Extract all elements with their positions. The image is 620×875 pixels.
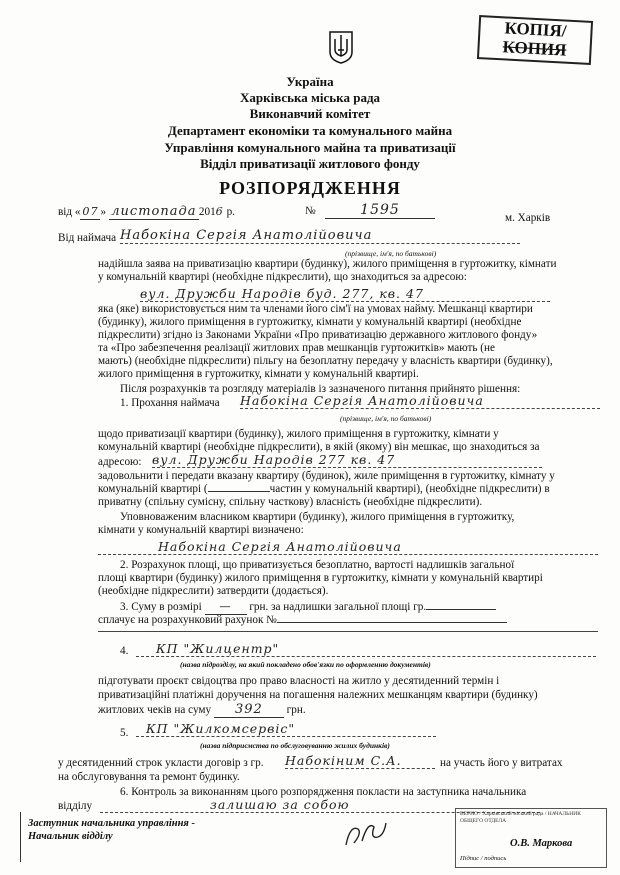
item4-line2: приватизаційні платіжні доручення на погашення належних мешканцям квартири (будинку) — [98, 689, 538, 701]
item1-address: вул. Дружби Народів 277 кв. 47 — [152, 452, 542, 468]
item3-account-label: сплачує на розрахунковий рахунок № — [98, 614, 277, 626]
date-prefix: від « — [58, 206, 81, 218]
date-day: 07 — [82, 205, 99, 218]
item1-line8: кімнати у комунальній квартирі визначено: — [98, 524, 304, 536]
copy-stamp — [477, 15, 593, 65]
item1-name: Набокіна Сергія Анатолійовича — [240, 393, 600, 409]
item1-line5b: частин у комунальній квартирі), (необхідне підкреслити) в — [269, 483, 550, 495]
body-p1-line3: яка (яке) використовується ним та членами його сім'ї на умовах найму. Мешканці квартири — [98, 303, 533, 315]
item5-name: Набокіним С.А. — [285, 753, 435, 769]
item4-sum-label: житлових чеків на суму — [98, 704, 212, 716]
item1-line7: Уповноваженим власником квартири (будинку), жилого приміщення в гуртожитку, — [120, 511, 515, 523]
body-p1-line6: та «Про забезпечення реалізації житлових прав мешканців гуртожитків» мають (не — [98, 342, 495, 354]
item1-line2: комунальній квартирі (необхідне підкреслити), в якій (якому) він мешкає, що знаходиться за — [98, 441, 540, 453]
header-country: Україна — [286, 74, 334, 89]
item5-caption: (назва підприємства по обслуговуванню жилих будинків) — [200, 741, 390, 750]
seal-text: ВЕРНО / Харківський міський рада / НАЧАЛЬНИК ОБЩЕГО ОТДЕЛА — [460, 811, 581, 824]
seal-podpis: Підпис / подпись — [460, 855, 507, 862]
item4-org: КП "Жилцентр" — [136, 641, 596, 657]
item3-label: 3. Суму в розмірі — [120, 601, 202, 613]
item5-label: 5. — [120, 727, 129, 739]
item3-sum: — — [205, 600, 247, 615]
applicant-name: Набокіна Сергія Анатолійовича — [120, 228, 520, 244]
body-p1-line7: мають) (необхідне підкреслити) пільгу на безоплатну передачу у власність квартири (будинку), — [98, 355, 553, 367]
item5-org: КП "Жилкомсервіс" — [136, 721, 436, 737]
date-r: р. — [226, 206, 235, 218]
item2-line1: 2. Розрахунок площі, що приватизується безоплатно, вартості надлишків загальної — [120, 559, 515, 571]
copy-stamp-line2: КОПИЯ — [502, 37, 567, 60]
body-p1-line8: жилого приміщення в гуртожитку, кімнати у комунальній квартирі. — [98, 368, 419, 380]
item4-line1: підготувати проєкт свідоцтва про право власності на житло у десятиденний термін і — [98, 675, 500, 687]
order-number-label: № — [305, 205, 316, 217]
body-p1-line5: підкреслити) згідно із Законами України «Про приватизацію державного житлового фонду» — [98, 329, 538, 341]
item1-line6: приватну (спільну сумісну, спільну часткову) власність (необхідне підкреслити). — [98, 496, 483, 508]
order-number: 1595 — [325, 202, 435, 219]
item2-line3: (необхідне підкреслити) затвердити (додається). — [98, 585, 329, 597]
item3-blank-line — [98, 631, 598, 632]
item1-address-label: адресою: — [98, 456, 142, 468]
body-p1-line2: у комунальній квартирі (необхідне підкреслити), що знаходиться за адресою: — [98, 271, 467, 283]
copy-stamp-line1: КОПІЯ/ — [504, 18, 567, 41]
address: вул. Дружби Народів буд. 277, кв. 47 — [140, 286, 550, 302]
applicant-label: Від наймача — [58, 232, 117, 244]
body-p1-line1: надійшла заява на приватизацію квартири (будинку), жилого приміщення в гуртожитку, кімнати — [98, 258, 557, 270]
body-p1-line4: (будинку), жилого приміщення в гуртожитку, кімнати у комунальній квартирі (необхідне — [98, 316, 522, 328]
item6-hand: залишаю за собою — [100, 797, 540, 813]
item3-line2 — [98, 614, 598, 628]
item1-caption: (прізвище, ім'я, по батькові) — [340, 414, 432, 423]
order-city: м. Харків — [505, 212, 551, 224]
applicant-caption: (прізвище, ім'я, по батькові) — [345, 249, 437, 258]
item6-line2: відділу — [58, 800, 93, 812]
item4-line3 — [98, 703, 398, 718]
item1-label: 1. Прохання наймача — [120, 397, 220, 409]
item6-line1: 6. Контроль за виконанням цього розпорядження покласти на заступника начальника — [120, 786, 527, 798]
body-p2-line1: Після розрахунків та розгляду матеріалів із зазначеного питання прийнято рішення: — [120, 383, 521, 395]
sign-title-line2: Начальник відділу — [28, 831, 113, 842]
item1-line1: щодо приватизації квартири (будинку), жилого приміщення в гуртожитку, кімнати у — [98, 428, 499, 440]
item2-line2: площі квартири (будинку) жилого приміщення в гуртожитку, кімнати у комунальній квартирі — [98, 572, 543, 584]
header-city-council: Харківська міська рада — [239, 90, 381, 105]
header-department: Департамент економіки та комунального майна — [167, 123, 453, 138]
date-year-suffix: 6 — [215, 205, 224, 218]
header-administration: Управління комунального майна та приватизації — [164, 140, 456, 155]
document-title: РОЗПОРЯДЖЕННЯ — [219, 178, 401, 198]
sign-title-line1: Заступник начальника управління - — [28, 818, 195, 829]
date-month: листопада — [109, 205, 199, 220]
item3-line1 — [120, 600, 600, 615]
header-exec-committee: Виконавчий комітет — [249, 106, 371, 121]
item1-line5a: комунальній квартирі ( — [98, 483, 208, 495]
coat-of-arms-icon — [328, 30, 354, 64]
footer-divider — [20, 812, 26, 862]
item5-line1b: на участь його у витратах — [440, 757, 563, 769]
signature-icon — [340, 815, 390, 855]
signatory-name: О.В. Маркова — [510, 838, 573, 849]
item5-line2: на обслуговування та ремонт будинку. — [58, 771, 240, 783]
header-division: Відділ приватизації житлового фонду — [200, 156, 420, 171]
item4-label: 4. — [120, 645, 129, 657]
owner-name: Набокіна Сергія Анатолійовича — [98, 539, 598, 555]
item5-line1a: у десятиденний строк укласти договір з гр. — [58, 757, 264, 769]
item1-line4: задовольнити і передати вказану квартиру (будинок), жиле приміщення в гуртожитку, кімнату у — [98, 470, 555, 482]
item4-sum: 392 — [214, 703, 284, 718]
item4-caption: (назва підрозділу, на який покладено обов'язки по оформленню документів) — [180, 660, 431, 669]
item1-line5 — [98, 483, 598, 497]
date-quote: » — [100, 206, 107, 218]
item3-text: грн. за надлишки загальної площі гр. — [249, 601, 427, 613]
item4-sum-unit: грн. — [286, 704, 306, 716]
date-year-prefix: 201 — [198, 206, 216, 218]
